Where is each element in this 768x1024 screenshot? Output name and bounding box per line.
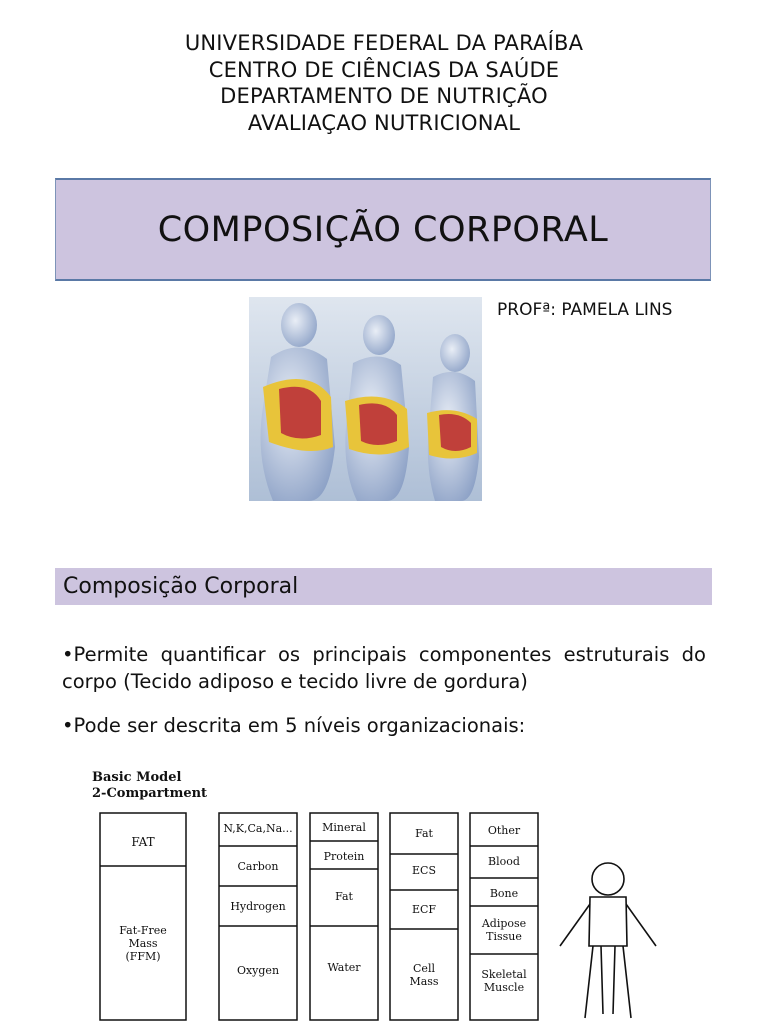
diagram-heading-line2: 2-Compartment bbox=[92, 786, 208, 801]
section-heading-bar bbox=[55, 568, 712, 605]
col5-label-blood: Blood bbox=[488, 855, 520, 868]
col2-label-oxygen: Oxygen bbox=[236, 964, 280, 977]
col4-label-cell-1: Cell bbox=[413, 962, 435, 975]
col5-label-other: Other bbox=[487, 824, 521, 837]
col4-label-ecs: ECS bbox=[412, 864, 436, 877]
col2-label-elements: N,K,Ca,Na... bbox=[223, 822, 293, 835]
col2-box bbox=[219, 813, 297, 1020]
col4-label-ecf: ECF bbox=[411, 903, 437, 916]
bullet-item-2: •Pode ser descrita em 5 níveis organizacionais: bbox=[62, 714, 526, 737]
col1-ffm-label-2: Mass bbox=[128, 937, 158, 950]
header-line-university: UNIVERSIDADE FEDERAL DA PARAÍBA bbox=[184, 31, 584, 55]
col4-label-cell-2: Mass bbox=[409, 975, 439, 988]
body-composition-levels-diagram bbox=[90, 766, 670, 1024]
header-line-course: AVALIAÇAO NUTRICIONAL bbox=[247, 110, 521, 135]
page-title: COMPOSIÇÃO CORPORAL bbox=[157, 209, 609, 250]
col3-box bbox=[310, 813, 378, 1020]
col5-label-skeletal-2: Muscle bbox=[483, 981, 525, 994]
col3-label-mineral: Mineral bbox=[322, 821, 366, 834]
col1-fat-label: FAT bbox=[131, 835, 155, 849]
col3-label-fat: Fat bbox=[335, 890, 353, 903]
header-line-department: DEPARTAMENTO DE NUTRIÇÃO bbox=[220, 84, 548, 108]
col5-label-bone: Bone bbox=[489, 887, 519, 900]
col3-label-protein: Protein bbox=[323, 850, 365, 863]
institution-header bbox=[0, 30, 768, 136]
body-composition-illustration bbox=[249, 297, 482, 501]
title-banner bbox=[55, 178, 711, 281]
col5-label-adipose-2: Tissue bbox=[486, 930, 522, 943]
col2-label-carbon: Carbon bbox=[237, 860, 279, 873]
col4-label-fat: Fat bbox=[415, 827, 433, 840]
col1-ffm-label-3: (FFM) bbox=[125, 950, 161, 963]
bullet-item-1: •Permite quantificar os principais componentes estruturais do corpo (Tecido adiposo e tecido livre de gordura) bbox=[62, 643, 706, 693]
col3-label-water: Water bbox=[327, 961, 361, 974]
professor-name: PROFª: PAMELA LINS bbox=[497, 300, 673, 320]
diagram-heading-line1: Basic Model bbox=[92, 770, 182, 785]
header-line-center: CENTRO DE CIÊNCIAS DA SAÚDE bbox=[208, 57, 560, 82]
col1-ffm-label-1: Fat-Free bbox=[119, 924, 167, 937]
col2-label-hydrogen: Hydrogen bbox=[230, 900, 286, 913]
section-heading: Composição Corporal bbox=[63, 574, 299, 599]
col5-label-adipose-1: Adipose bbox=[481, 917, 527, 930]
human-figure-icon bbox=[560, 863, 656, 1018]
col5-label-skeletal-1: Skeletal bbox=[481, 968, 527, 981]
col4-box bbox=[390, 813, 458, 1020]
